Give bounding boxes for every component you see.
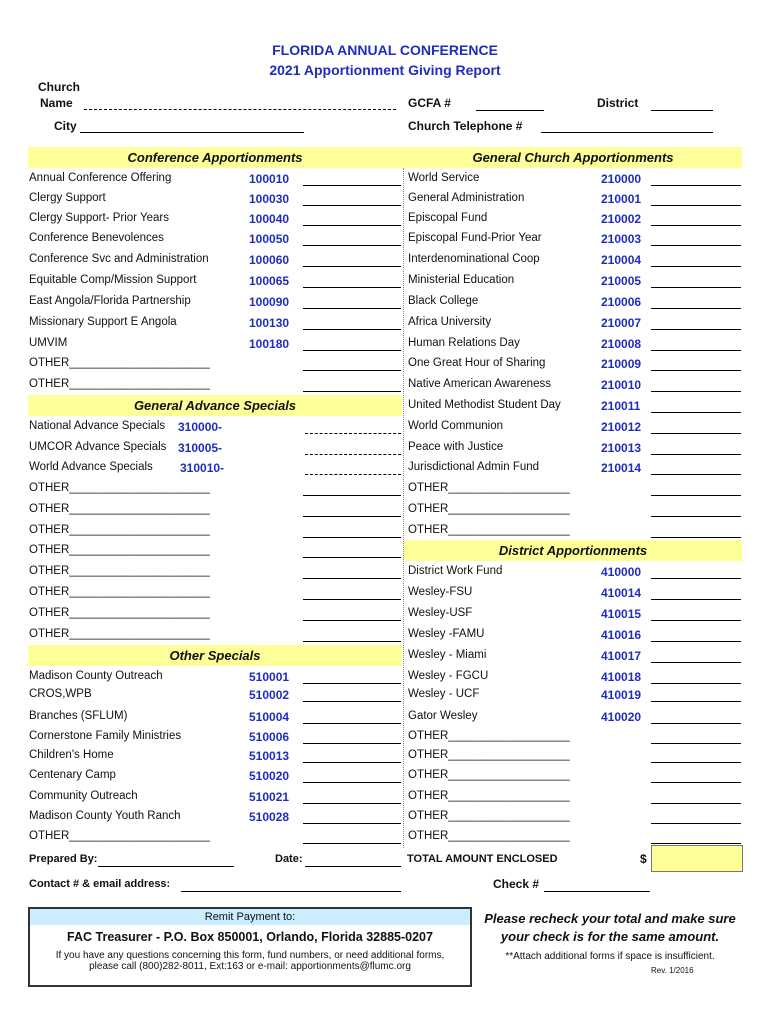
amount-blank[interactable] (303, 329, 401, 330)
amount-blank[interactable] (303, 578, 401, 579)
church-name-field[interactable] (84, 109, 396, 110)
total-amount-label: TOTAL AMOUNT ENCLOSED (407, 853, 558, 865)
amount-blank[interactable] (651, 723, 741, 724)
fund-code: 510004 (249, 710, 290, 724)
fund-label: Cornerstone Family Ministries (29, 730, 182, 742)
amount-blank[interactable] (303, 185, 401, 186)
fund-label: UMCOR Advance Specials (29, 441, 167, 453)
fund-label: Branches (SFLUM) (29, 710, 128, 722)
amount-blank[interactable] (651, 225, 741, 226)
fund-label: Black College (408, 295, 479, 307)
check-label: Check # (493, 877, 540, 891)
amount-blank[interactable] (651, 370, 741, 371)
fund-code: 410018 (601, 670, 642, 684)
fund-label: Africa University (408, 316, 492, 328)
amount-blank[interactable] (303, 225, 401, 226)
gcfa-field[interactable] (476, 110, 544, 111)
other-line[interactable]: OTHER___________________ (408, 830, 570, 842)
fund-code: 310010- (180, 461, 225, 475)
prepared-by-label: Prepared By: (29, 853, 98, 865)
fund-code: 100060 (249, 253, 290, 267)
other-specials-title: Other Specials (169, 648, 261, 663)
fund-code: 510020 (249, 769, 290, 783)
fund-label: Clergy Support (29, 192, 106, 204)
phone-label: Church Telephone # (408, 119, 523, 133)
fund-code: 100180 (249, 337, 290, 351)
fund-label: Conference Svc and Administration (29, 253, 209, 265)
fund-label: Ministerial Education (408, 274, 515, 286)
amount-blank[interactable] (651, 578, 741, 579)
fund-label: Wesley-USF (408, 607, 473, 619)
amount-blank[interactable] (651, 516, 741, 517)
dollar-sign: $ (640, 852, 647, 866)
fund-label: Peace with Justice (408, 441, 504, 453)
other-line-conf-1[interactable]: OTHER______________________ (29, 357, 210, 369)
prepared-by-field[interactable] (98, 866, 234, 867)
date-label: Date: (275, 853, 303, 865)
fund-code: 210002 (601, 212, 642, 226)
amount-blank[interactable] (303, 205, 401, 206)
fund-label: Madison County Youth Ranch (29, 810, 181, 822)
fund-code: 100010 (249, 172, 290, 186)
amount-blank[interactable] (651, 662, 741, 663)
fund-code: 510002 (249, 688, 290, 702)
church-name-label: Name (40, 96, 73, 110)
fund-code: 210012 (601, 420, 642, 434)
form-subtitle: 2021 Apportionment Giving Report (269, 62, 501, 78)
fund-code: 510021 (249, 790, 290, 804)
fund-code: 410015 (601, 607, 642, 621)
amount-blank[interactable] (651, 266, 741, 267)
other-line[interactable]: OTHER___________________ (408, 730, 570, 742)
amount-blank[interactable] (651, 412, 741, 413)
remit-box (28, 907, 472, 987)
fund-label: Annual Conference Offering (29, 172, 172, 184)
amount-blank[interactable] (651, 782, 741, 783)
fund-code: 410020 (601, 710, 642, 724)
fund-label: Equitable Comp/Mission Support (29, 274, 197, 286)
fund-code: 410016 (601, 628, 642, 642)
amount-blank[interactable] (303, 743, 401, 744)
amount-blank[interactable] (303, 495, 401, 496)
fund-code: 410019 (601, 688, 642, 702)
amount-blank[interactable] (303, 287, 401, 288)
amount-blank[interactable] (651, 641, 741, 642)
fund-label: World Service (408, 172, 480, 184)
fund-code: 210008 (601, 337, 642, 351)
fund-code: 210004 (601, 253, 642, 267)
amount-blank[interactable] (651, 803, 741, 804)
other-line[interactable]: OTHER___________________ (408, 790, 570, 802)
fund-label: Human Relations Day (408, 337, 520, 349)
recheck-note-2: your check is for the same amount. (500, 929, 720, 944)
revision-note: Rev. 1/2016 (651, 966, 694, 975)
fund-label: CROS,WPB (29, 688, 92, 700)
fund-code: 100090 (249, 295, 290, 309)
fund-code: 100065 (249, 274, 290, 288)
amount-blank[interactable] (651, 454, 741, 455)
fund-code: 510028 (249, 810, 290, 824)
amount-blank[interactable] (651, 495, 741, 496)
amount-blank[interactable] (651, 474, 741, 475)
district-label: District (597, 96, 639, 110)
fund-code: 210011 (601, 399, 641, 413)
fund-code: 210001 (601, 192, 642, 206)
amount-blank[interactable] (303, 308, 401, 309)
amount-blank[interactable] (651, 599, 741, 600)
fund-code: 210003 (601, 232, 642, 246)
date-field[interactable] (305, 866, 401, 867)
contact-field[interactable] (181, 891, 401, 892)
amount-blank[interactable] (303, 723, 401, 724)
amount-blank[interactable] (303, 599, 401, 600)
fund-code: 210006 (601, 295, 642, 309)
general-church-apportionments-title: General Church Apportionments (472, 150, 674, 165)
questions-line-2: please call (800)282-8011, Ext:163 or e-mail: apportionments@flumc.org (89, 961, 411, 972)
amount-blank[interactable] (305, 433, 401, 434)
district-apportionments-title: District Apportionments (498, 543, 648, 558)
fund-label: Clergy Support- Prior Years (29, 212, 169, 224)
other-line[interactable]: OTHER______________________ (29, 544, 210, 556)
fund-code: 210000 (601, 172, 642, 186)
fund-label: Episcopal Fund-Prior Year (408, 232, 542, 244)
fund-label: Jurisdictional Admin Fund (408, 461, 540, 473)
fund-label: General Administration (408, 192, 525, 204)
questions-line-1: If you have any questions concerning this form, fund numbers, or need additional forms, (55, 950, 445, 961)
amount-blank[interactable] (303, 701, 401, 702)
amount-blank[interactable] (651, 823, 741, 824)
form-title: FLORIDA ANNUAL CONFERENCE (272, 42, 498, 58)
column-divider (403, 168, 404, 848)
fund-label: Madison County Outreach (29, 670, 163, 682)
amount-blank[interactable] (303, 537, 401, 538)
amount-blank[interactable] (303, 370, 401, 371)
fund-label: Children's Home (29, 749, 114, 761)
amount-blank[interactable] (651, 350, 741, 351)
amount-blank[interactable] (651, 287, 741, 288)
amount-blank[interactable] (303, 620, 401, 621)
other-line[interactable]: OTHER___________________ (408, 749, 570, 761)
fund-label: World Advance Specials (29, 461, 153, 473)
other-line[interactable]: OTHER______________________ (29, 607, 210, 619)
amount-blank[interactable] (651, 743, 741, 744)
other-line[interactable]: OTHER______________________ (29, 482, 210, 494)
fund-code: 310005- (178, 441, 223, 455)
fund-label: Centenary Camp (29, 769, 116, 781)
amount-blank[interactable] (303, 683, 401, 684)
fund-code: 100040 (249, 212, 290, 226)
fund-label: Wesley - UCF (408, 688, 480, 700)
fund-code: 310000- (178, 420, 223, 434)
amount-blank[interactable] (303, 782, 401, 783)
other-line[interactable]: OTHER______________________ (29, 565, 210, 577)
amount-blank[interactable] (303, 762, 401, 763)
conference-apportionments-title: Conference Apportionments (127, 150, 303, 165)
fund-label: Interdenominational Coop (408, 253, 540, 265)
check-number-field[interactable] (544, 891, 650, 892)
fund-code: 210010 (601, 378, 642, 392)
other-line[interactable]: OTHER______________________ (29, 628, 210, 640)
fund-label: District Work Fund (408, 565, 503, 577)
city-field[interactable] (80, 132, 304, 133)
fund-label: Wesley - FGCU (408, 670, 489, 682)
phone-field[interactable] (541, 132, 713, 133)
amount-blank[interactable] (651, 205, 741, 206)
fund-code: 410000 (601, 565, 642, 579)
district-field[interactable] (651, 110, 713, 111)
fund-code: 510001 (249, 670, 290, 684)
attach-note: **Attach additional forms if space is insufficient. (505, 951, 715, 962)
fund-code: 210005 (601, 274, 642, 288)
fund-label: Native American Awareness (408, 378, 551, 390)
other-line-specials[interactable]: OTHER______________________ (29, 830, 210, 842)
other-line[interactable]: OTHER___________________ (408, 524, 570, 536)
remit-heading: Remit Payment to: (30, 909, 470, 925)
amount-blank[interactable] (651, 843, 741, 844)
fund-label: National Advance Specials (29, 420, 166, 432)
amount-blank[interactable] (651, 308, 741, 309)
amount-blank[interactable] (303, 266, 401, 267)
city-label: City (54, 119, 77, 133)
fund-code: 410014 (601, 586, 642, 600)
amount-blank[interactable] (651, 762, 741, 763)
recheck-note-1: Please recheck your total and make sure (484, 911, 736, 926)
other-line[interactable]: OTHER___________________ (408, 503, 570, 515)
total-amount-field[interactable] (651, 845, 743, 872)
amount-blank[interactable] (303, 803, 401, 804)
fund-code: 210007 (601, 316, 642, 330)
fund-label: World Communion (408, 420, 504, 432)
fund-label: Wesley-FSU (408, 586, 473, 598)
fund-code: 210013 (601, 441, 642, 455)
fund-label: Community Outreach (29, 790, 138, 802)
fund-label: One Great Hour of Sharing (408, 357, 546, 369)
other-line[interactable]: OTHER___________________ (408, 810, 570, 822)
amount-blank[interactable] (651, 537, 741, 538)
fund-code: 100130 (249, 316, 290, 330)
fund-code: 100030 (249, 192, 290, 206)
fund-label: Episcopal Fund (408, 212, 488, 224)
amount-blank[interactable] (651, 433, 741, 434)
contact-label: Contact # & email address: (29, 878, 171, 890)
fund-code: 210014 (601, 461, 642, 475)
amount-blank[interactable] (651, 329, 741, 330)
other-line[interactable]: OTHER______________________ (29, 524, 210, 536)
church-label: Church (38, 80, 80, 94)
other-line[interactable]: OTHER______________________ (29, 503, 210, 515)
amount-blank[interactable] (651, 185, 741, 186)
advance-specials-title: General Advance Specials (133, 398, 297, 413)
amount-blank[interactable] (305, 474, 401, 475)
amount-blank[interactable] (303, 391, 401, 392)
remit-address: FAC Treasurer - P.O. Box 850001, Orlando, Florida 32885-0207 (67, 930, 433, 944)
fund-label: Conference Benevolences (29, 232, 164, 244)
fund-label: Wesley - Miami (408, 649, 487, 661)
fund-label: Gator Wesley (408, 710, 478, 722)
amount-blank[interactable] (303, 823, 401, 824)
amount-blank[interactable] (303, 350, 401, 351)
other-line[interactable]: OTHER___________________ (408, 482, 570, 494)
gcfa-label: GCFA # (408, 96, 451, 110)
fund-code: 510013 (249, 749, 290, 763)
amount-blank[interactable] (651, 701, 741, 702)
fund-code: 100050 (249, 232, 290, 246)
amount-blank[interactable] (305, 454, 401, 455)
amount-blank[interactable] (303, 516, 401, 517)
amount-blank[interactable] (303, 843, 401, 844)
other-line[interactable]: OTHER______________________ (29, 586, 210, 598)
amount-blank[interactable] (303, 641, 401, 642)
fund-code: 510006 (249, 730, 290, 744)
amount-blank[interactable] (303, 557, 401, 558)
fund-code: 210009 (601, 357, 642, 371)
fund-label: Wesley -FAMU (408, 628, 485, 640)
fund-label: United Methodist Student Day (408, 399, 561, 411)
amount-blank[interactable] (651, 620, 741, 621)
amount-blank[interactable] (651, 391, 741, 392)
fund-label: UMVIM (29, 337, 68, 349)
other-line[interactable]: OTHER___________________ (408, 769, 570, 781)
amount-blank[interactable] (651, 245, 741, 246)
other-line-conf-2[interactable]: OTHER______________________ (29, 378, 210, 390)
fund-label: East Angola/Florida Partnership (29, 295, 191, 307)
amount-blank[interactable] (651, 683, 741, 684)
fund-code: 410017 (601, 649, 642, 663)
amount-blank[interactable] (303, 245, 401, 246)
fund-label: Missionary Support E Angola (29, 316, 177, 328)
